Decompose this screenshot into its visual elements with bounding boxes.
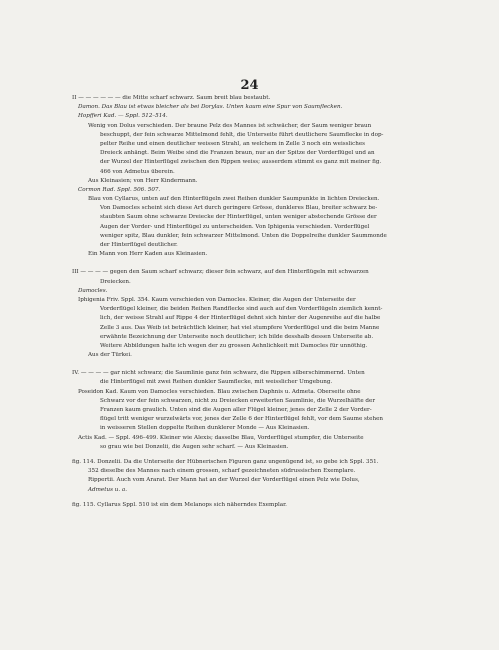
text-line: Iphigenia Friv. Sppl. 354. Kaum verschieden von Damocles. Kleiner, die Augen der Unterseite der bbox=[78, 296, 356, 303]
text-line: Von Damocles scheint sich diese Art durch geringere Grösse, dunkleres Blau, breiter schwarz be- bbox=[100, 205, 378, 212]
page-number: 24 bbox=[240, 78, 259, 93]
text-line: so grau wie bei Donzelii, die Augen sehr scharf. — Aus Kleinasien. bbox=[100, 443, 289, 450]
text-line: weniger spitz, Blau dunkler, fein schwarzer Mittelmond. Unten die Doppelreihe dunkler Saummonde bbox=[100, 232, 387, 239]
text-line: Rippertii. Auch vom Ararat. Der Mann hat an der Wurzel der Vorderflügel einen Pelz wie Dolus, bbox=[88, 477, 360, 484]
text-line: Aus der Türkei. bbox=[88, 352, 132, 359]
text-line: Vorderflügel kleiner, die beiden Reihen Randflecke sind auch auf den Vorderflügeln ziemlich kennt- bbox=[100, 306, 383, 313]
text-line: 352 dieselbe des Mannes nach einem grossen, scharf gezeichneten südrussischen Exemplare. bbox=[88, 468, 356, 475]
text-line: Dreieck anhängt. Beim Weibe sind die Franzen braun, nur an der Spitze der Vorderflügel und an bbox=[100, 150, 375, 157]
text-line: Admetus u. a. bbox=[88, 486, 128, 493]
text-line: beschuppt, der fein schwarze Mittelmond fehlt, die Unterseite führt deutlichere Saumflecke in dop- bbox=[100, 131, 384, 138]
text-line: Wenig von Dolus verschieden. Der braune Pelz des Mannes ist schwächer, der Saum weniger braun bbox=[88, 122, 372, 129]
spacer bbox=[72, 360, 452, 369]
text-line: in weisseren Stellen doppelte Reihen dunklerer Monde — Aus Kleinasien. bbox=[100, 425, 310, 432]
text-line: Dreiecken. bbox=[100, 278, 131, 285]
text-line: flügel tritt weniger wurzelwärts vor, jenes der Zelle 6 der Hinterflügel fehlt, vor dem Saume stehen bbox=[100, 416, 383, 423]
text-line: Poseidon Kad. Kaum von Damocles verschieden. Blau zwischen Daphnis u. Admeta. Oberseite ohne bbox=[78, 388, 361, 395]
text-line: Augen der Vorder- und Hinterflügel zu unterscheiden. Von Iphigenia verschieden. Vorderflügel bbox=[100, 223, 370, 230]
text-line: Franzen kaum graulich. Unten sind die Augen aller Flügel kleiner, jenes der Zelle 2 der Vorder- bbox=[100, 407, 372, 413]
text-line: Blau von Cyllarus, unten auf den Hinterflügeln zwei Reihen dunkler Saumpunkte in lichten Dreiecken. bbox=[88, 196, 380, 203]
text-line: Hopfferi Kad. — Sppl. 512–514. bbox=[78, 113, 168, 120]
text-line: II — — — — — — die Mitte scharf schwarz. Saum breit blau bestaubt. bbox=[72, 95, 271, 101]
text-line: Cormon Rad. Sppl. 506. 507. bbox=[78, 186, 161, 193]
text-line: IV. — — — — gar nicht schwarz; die Saumlinie ganz fein schwarz, die Rippen silberschimmernd. Unten bbox=[72, 370, 365, 377]
text-line: Schwarz vor der fein schwarzen, nicht zu Dreiecken erweiterten Saumlinie, die Wurzelhälfte der bbox=[100, 397, 376, 404]
text-line: der Wurzel der Hinterflügel zwischen den Rippen weiss; ausserdem stimmt es ganz mit meiner fig. bbox=[100, 159, 382, 166]
text-line: Actis Kad. — Sppl. 496–499. Kleiner wie Alexis; dasselbe Blau, Vorderflügel stumpfer, die Unterseite bbox=[78, 434, 364, 441]
text-line: erwähnte Bezeichnung der Unterseite noch deutlicher; ich bilde desshalb dessen Unterseite ab. bbox=[100, 333, 374, 340]
text-line: lich, der weisse Strahl auf Rippe 4 der Hinterflügel dehnt sich hinter der Augenreihe auf die halbe bbox=[100, 315, 381, 322]
text-line: Weitere Abbildungen halte ich wegen der zu grossen Aehnlichkeit mit Damocles für unnöthig. bbox=[100, 342, 368, 349]
text-line: Aus Kleinasien; von Herr Kindermann. bbox=[88, 177, 198, 184]
text-line: Ein Mann von Herr Kaden aus Kleinasien. bbox=[88, 251, 208, 258]
text-line: der Hinterflügel deutlicher. bbox=[100, 242, 178, 248]
text-line: III — — — — gegen den Saum scharf schwarz; dieser fein schwarz, auf den Hinterflügeln mit schwarzen bbox=[72, 269, 369, 276]
text-line: staubten Saum ohne schwarze Dreiecke der Hinterflügel, unten weniger abstechende Grösse der bbox=[100, 214, 377, 221]
page-body bbox=[72, 94, 452, 510]
spacer bbox=[72, 259, 452, 268]
text-line: fig. 114. Donzelii. Da die Unterseite der Hübnerischen Figuren ganz ungenügend ist, so gebe ich Sppl. 351. bbox=[72, 458, 379, 465]
text-line: Zelle 3 aus. Das Weib ist beträchtlich kleiner, hat viel stumpfere Vorderflügel und die beim Manne bbox=[100, 324, 380, 331]
text-line: fig. 115. Cyllarus Sppl. 510 ist ein dem Melanops sich näherndes Exemplar. bbox=[72, 501, 287, 508]
text-line: die Hinterflügel mit zwei Reihen dunkler Saumflecke, mit weisslicher Umgebung. bbox=[100, 379, 333, 386]
text-line: pelter Reihe und einen deutlicher weissen Strahl, an welchem in Zelle 3 noch ein weissliches bbox=[100, 140, 366, 147]
text-line: Damon. Das Blau ist etwas bleicher als bei Dorylas. Unten kaum eine Spur von Saumflecken. bbox=[78, 104, 343, 111]
text-line: 466 von Admetus überein. bbox=[100, 168, 175, 175]
text-line: Damocles. bbox=[78, 287, 108, 294]
